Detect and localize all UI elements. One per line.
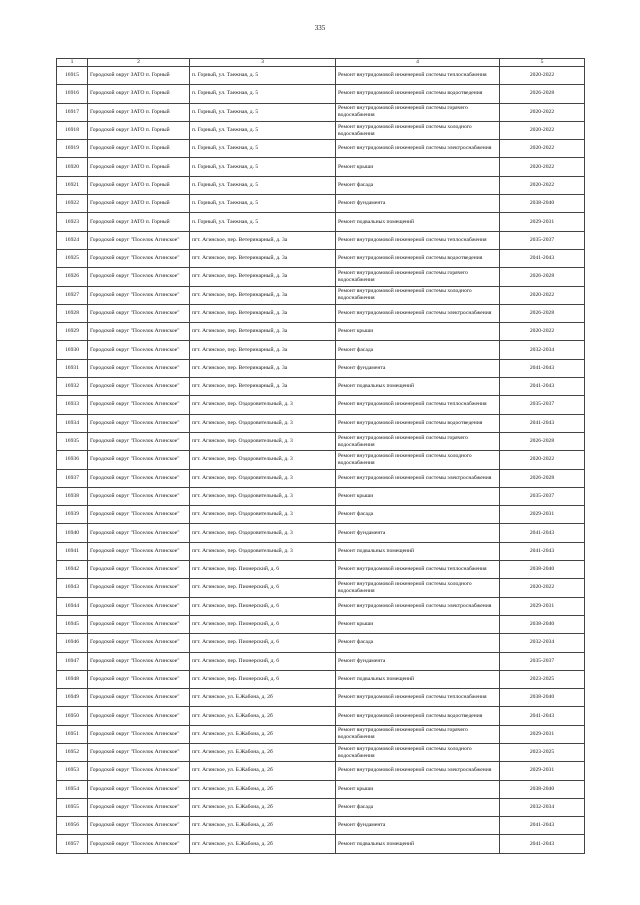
address-cell: пгт. Агинское, ул. Б.Жабона, д. 2б [190, 689, 336, 707]
table-row [57, 506, 585, 524]
work-type-cell: Ремонт внутридомовой инженерной системы теплоснабжения [336, 231, 500, 249]
work-type-cell: Ремонт внутридомовой инженерной системы водоотведения [336, 414, 500, 432]
table-row [57, 707, 585, 725]
table-row [57, 579, 585, 597]
column-number-5: 5 [500, 59, 585, 67]
municipality-cell: Городской округ ЗАТО п. Горный [88, 158, 190, 176]
work-type-cell: Ремонт внутридомовой инженерной системы электроснабжения [336, 762, 500, 780]
period-cell: 2038-2040 [500, 615, 585, 633]
row-number-cell: 16920 [57, 158, 88, 176]
row-number-cell: 16916 [57, 85, 88, 103]
address-cell: п. Горный, ул. Таежная, д. 5 [190, 213, 336, 231]
period-cell: 2026-2028 [500, 469, 585, 487]
municipality-cell: Городской округ "Поселок Агинское" [88, 817, 190, 835]
address-cell: пгт. Агинское, ул. Б.Жабона, д. 2б [190, 725, 336, 743]
table-row [57, 378, 585, 396]
row-number-cell: 16948 [57, 670, 88, 688]
period-cell: 2023-2025 [500, 670, 585, 688]
work-type-cell: Ремонт внутридомовой инженерной системы водоотведения [336, 85, 500, 103]
address-cell: пгт. Агинское, пер. Оздоровительный, д. 3 [190, 542, 336, 560]
address-cell: пгт. Агинское, пер. Ветеринарный, д. 3а [190, 249, 336, 267]
row-number-cell: 16946 [57, 634, 88, 652]
work-type-cell: Ремонт внутридомовой инженерной системы холодного водоснабжения [336, 286, 500, 304]
row-number-cell: 16942 [57, 561, 88, 579]
address-cell: пгт. Агинское, ул. Б.Жабона, д. 2б [190, 762, 336, 780]
row-number-cell: 16924 [57, 231, 88, 249]
municipality-cell: Городской округ "Поселок Агинское" [88, 579, 190, 597]
period-cell: 2038-2040 [500, 689, 585, 707]
table-header [57, 59, 585, 67]
table-row [57, 396, 585, 414]
table-row [57, 140, 585, 158]
period-cell: 2035-2037 [500, 396, 585, 414]
address-cell: пгт. Агинское, пер. Оздоровительный, д. 3 [190, 524, 336, 542]
municipality-cell: Городской округ "Поселок Агинское" [88, 451, 190, 469]
work-type-cell: Ремонт фундамента [336, 817, 500, 835]
address-cell: пгт. Агинское, пер. Ветеринарный, д. 3а [190, 231, 336, 249]
municipality-cell: Городской округ "Поселок Агинское" [88, 268, 190, 286]
work-type-cell: Ремонт внутридомовой инженерной системы электроснабжения [336, 597, 500, 615]
municipality-cell: Городской округ "Поселок Агинское" [88, 506, 190, 524]
period-cell: 2041-2043 [500, 359, 585, 377]
work-type-cell: Ремонт подвальных помещений [336, 213, 500, 231]
table-row [57, 231, 585, 249]
table-row [57, 817, 585, 835]
address-cell: пгт. Агинское, пер. Оздоровительный, д. 3 [190, 469, 336, 487]
column-number-2: 2 [88, 59, 190, 67]
work-type-cell: Ремонт фундамента [336, 652, 500, 670]
address-cell: пгт. Агинское, пер. Оздоровительный, д. 3 [190, 396, 336, 414]
row-number-cell: 16929 [57, 323, 88, 341]
period-cell: 2026-2028 [500, 268, 585, 286]
work-type-cell: Ремонт внутридомовой инженерной системы электроснабжения [336, 140, 500, 158]
table-row [57, 652, 585, 670]
address-cell: пгт. Агинское, пер. Ветеринарный, д. 3а [190, 341, 336, 359]
work-type-cell: Ремонт внутридомовой инженерной системы холодного водоснабжения [336, 579, 500, 597]
row-number-cell: 16939 [57, 506, 88, 524]
work-type-cell: Ремонт внутридомовой инженерной системы водоотведения [336, 249, 500, 267]
municipality-cell: Городской округ "Поселок Агинское" [88, 725, 190, 743]
municipality-cell: Городской округ "Поселок Агинское" [88, 323, 190, 341]
period-cell: 2020-2022 [500, 451, 585, 469]
work-type-cell: Ремонт крыши [336, 487, 500, 505]
municipality-cell: Городской округ ЗАТО п. Горный [88, 67, 190, 85]
row-number-cell: 16956 [57, 817, 88, 835]
address-cell: п. Горный, ул. Таежная, д. 5 [190, 158, 336, 176]
municipality-cell: Городской округ "Поселок Агинское" [88, 487, 190, 505]
municipality-cell: Городской округ "Поселок Агинское" [88, 414, 190, 432]
municipality-cell: Городской округ "Поселок Агинское" [88, 780, 190, 798]
table-row [57, 195, 585, 213]
address-cell: пгт. Агинское, ул. Б.Жабона, д. 2б [190, 743, 336, 761]
municipality-cell: Городской округ "Поселок Агинское" [88, 762, 190, 780]
work-type-cell: Ремонт крыши [336, 323, 500, 341]
work-type-cell: Ремонт внутридомовой инженерной системы электроснабжения [336, 469, 500, 487]
work-type-cell: Ремонт внутридомовой инженерной системы водоотведения [336, 707, 500, 725]
row-number-cell: 16957 [57, 835, 88, 853]
period-cell: 2041-2043 [500, 835, 585, 853]
column-number-1: 1 [57, 59, 88, 67]
municipality-cell: Городской округ "Поселок Агинское" [88, 835, 190, 853]
row-number-cell: 16915 [57, 67, 88, 85]
work-type-cell: Ремонт фундамента [336, 359, 500, 377]
period-cell: 2020-2022 [500, 579, 585, 597]
municipality-cell: Городской округ "Поселок Агинское" [88, 378, 190, 396]
work-type-cell: Ремонт фасада [336, 634, 500, 652]
municipality-cell: Городской округ "Поселок Агинское" [88, 561, 190, 579]
period-cell: 2041-2043 [500, 707, 585, 725]
address-cell: пгт. Агинское, ул. Б.Жабона, д. 2б [190, 835, 336, 853]
table-row [57, 359, 585, 377]
row-number-cell: 16919 [57, 140, 88, 158]
table-row [57, 725, 585, 743]
work-type-cell: Ремонт внутридомовой инженерной системы горячего водоснабжения [336, 268, 500, 286]
municipality-cell: Городской округ "Поселок Агинское" [88, 542, 190, 560]
column-number-4: 4 [336, 59, 500, 67]
municipality-cell: Городской округ "Поселок Агинское" [88, 359, 190, 377]
table-row [57, 524, 585, 542]
address-cell: пгт. Агинское, ул. Б.Жабона, д. 2б [190, 817, 336, 835]
period-cell: 2020-2022 [500, 140, 585, 158]
table-row [57, 634, 585, 652]
table-row [57, 176, 585, 194]
period-cell: 2035-2037 [500, 652, 585, 670]
address-cell: пгт. Агинское, ул. Б.Жабона, д. 2б [190, 780, 336, 798]
municipality-cell: Городской округ "Поселок Агинское" [88, 524, 190, 542]
row-number-cell: 16950 [57, 707, 88, 725]
period-cell: 2041-2043 [500, 249, 585, 267]
period-cell: 2029-2031 [500, 725, 585, 743]
period-cell: 2041-2043 [500, 378, 585, 396]
period-cell: 2032-2034 [500, 341, 585, 359]
period-cell: 2035-2037 [500, 231, 585, 249]
work-type-cell: Ремонт внутридомовой инженерной системы холодного водоснабжения [336, 743, 500, 761]
table-row [57, 213, 585, 231]
municipality-cell: Городской округ ЗАТО п. Горный [88, 140, 190, 158]
table-row [57, 469, 585, 487]
period-cell: 2020-2022 [500, 176, 585, 194]
address-cell: п. Горный, ул. Таежная, д. 5 [190, 67, 336, 85]
municipality-cell: Городской округ "Поселок Агинское" [88, 341, 190, 359]
row-number-cell: 16926 [57, 268, 88, 286]
address-cell: пгт. Агинское, пер. Ветеринарный, д. 3а [190, 304, 336, 322]
row-number-cell: 16933 [57, 396, 88, 414]
table-row [57, 487, 585, 505]
work-type-cell: Ремонт фасада [336, 341, 500, 359]
row-number-cell: 16927 [57, 286, 88, 304]
municipality-cell: Городской округ "Поселок Агинское" [88, 286, 190, 304]
row-number-cell: 16922 [57, 195, 88, 213]
table-row [57, 85, 585, 103]
address-cell: пгт. Агинское, пер. Ветеринарный, д. 3а [190, 359, 336, 377]
table-row [57, 249, 585, 267]
work-type-cell: Ремонт подвальных помещений [336, 378, 500, 396]
repair-schedule-table [56, 58, 585, 854]
address-cell: пгт. Агинское, пер. Ветеринарный, д. 3а [190, 268, 336, 286]
municipality-cell: Городской округ "Поселок Агинское" [88, 707, 190, 725]
table-row [57, 670, 585, 688]
work-type-cell: Ремонт внутридомовой инженерной системы теплоснабжения [336, 689, 500, 707]
table-row [57, 341, 585, 359]
table-row [57, 103, 585, 121]
period-cell: 2020-2022 [500, 323, 585, 341]
row-number-cell: 16917 [57, 103, 88, 121]
work-type-cell: Ремонт внутридомовой инженерной системы электроснабжения [336, 304, 500, 322]
municipality-cell: Городской округ ЗАТО п. Горный [88, 195, 190, 213]
municipality-cell: Городской округ "Поселок Агинское" [88, 469, 190, 487]
row-number-cell: 16934 [57, 414, 88, 432]
work-type-cell: Ремонт внутридомовой инженерной системы горячего водоснабжения [336, 725, 500, 743]
table-row [57, 798, 585, 816]
work-type-cell: Ремонт фасада [336, 176, 500, 194]
work-type-cell: Ремонт внутридомовой инженерной системы холодного водоснабжения [336, 121, 500, 139]
table-row [57, 561, 585, 579]
municipality-cell: Городской округ "Поселок Агинское" [88, 689, 190, 707]
work-type-cell: Ремонт подвальных помещений [336, 670, 500, 688]
address-cell: п. Горный, ул. Таежная, д. 5 [190, 85, 336, 103]
period-cell: 2038-2040 [500, 561, 585, 579]
row-number-cell: 16940 [57, 524, 88, 542]
address-cell: пгт. Агинское, пер. Пионерский, д. 6 [190, 579, 336, 597]
period-cell: 2038-2040 [500, 195, 585, 213]
work-type-cell: Ремонт фундамента [336, 524, 500, 542]
row-number-cell: 16945 [57, 615, 88, 633]
address-cell: пгт. Агинское, пер. Пионерский, д. 6 [190, 615, 336, 633]
period-cell: 2032-2034 [500, 798, 585, 816]
work-type-cell: Ремонт внутридомовой инженерной системы горячего водоснабжения [336, 103, 500, 121]
row-number-cell: 16941 [57, 542, 88, 560]
table-row [57, 304, 585, 322]
address-cell: пгт. Агинское, ул. Б.Жабона, д. 2б [190, 798, 336, 816]
address-cell: пгт. Агинское, пер. Ветеринарный, д. 3а [190, 323, 336, 341]
table-row [57, 158, 585, 176]
period-cell: 2041-2043 [500, 817, 585, 835]
municipality-cell: Городской округ "Поселок Агинское" [88, 432, 190, 450]
column-number-3: 3 [190, 59, 336, 67]
row-number-cell: 16953 [57, 762, 88, 780]
address-cell: пгт. Агинское, пер. Пионерский, д. 6 [190, 670, 336, 688]
row-number-cell: 16918 [57, 121, 88, 139]
address-cell: пгт. Агинское, пер. Оздоровительный, д. 3 [190, 432, 336, 450]
address-cell: пгт. Агинское, ул. Б.Жабона, д. 2б [190, 707, 336, 725]
table-row [57, 414, 585, 432]
address-cell: п. Горный, ул. Таежная, д. 5 [190, 121, 336, 139]
row-number-cell: 16949 [57, 689, 88, 707]
period-cell: 2026-2028 [500, 85, 585, 103]
row-number-cell: 16954 [57, 780, 88, 798]
table-row [57, 121, 585, 139]
municipality-cell: Городской округ "Поселок Агинское" [88, 597, 190, 615]
municipality-cell: Городской округ "Поселок Агинское" [88, 798, 190, 816]
period-cell: 2032-2034 [500, 634, 585, 652]
address-cell: п. Горный, ул. Таежная, д. 5 [190, 140, 336, 158]
work-type-cell: Ремонт внутридомовой инженерной системы холодного водоснабжения [336, 451, 500, 469]
table-row [57, 432, 585, 450]
table-row [57, 451, 585, 469]
work-type-cell: Ремонт крыши [336, 158, 500, 176]
period-cell: 2020-2022 [500, 121, 585, 139]
table-row [57, 67, 585, 85]
row-number-cell: 16944 [57, 597, 88, 615]
table-row [57, 762, 585, 780]
work-type-cell: Ремонт крыши [336, 780, 500, 798]
table-row [57, 743, 585, 761]
municipality-cell: Городской округ "Поселок Агинское" [88, 396, 190, 414]
table-row [57, 615, 585, 633]
row-number-cell: 16943 [57, 579, 88, 597]
period-cell: 2029-2031 [500, 213, 585, 231]
table-row [57, 780, 585, 798]
address-cell: п. Горный, ул. Таежная, д. 5 [190, 195, 336, 213]
address-cell: пгт. Агинское, пер. Ветеринарный, д. 3а [190, 378, 336, 396]
period-cell: 2020-2022 [500, 103, 585, 121]
table-row [57, 835, 585, 853]
work-type-cell: Ремонт подвальных помещений [336, 542, 500, 560]
municipality-cell: Городской округ ЗАТО п. Горный [88, 176, 190, 194]
table-row [57, 689, 585, 707]
address-cell: пгт. Агинское, пер. Пионерский, д. 6 [190, 597, 336, 615]
table-row [57, 268, 585, 286]
municipality-cell: Городской округ "Поселок Агинское" [88, 670, 190, 688]
period-cell: 2020-2022 [500, 67, 585, 85]
row-number-cell: 16936 [57, 451, 88, 469]
period-cell: 2026-2028 [500, 304, 585, 322]
row-number-cell: 16923 [57, 213, 88, 231]
row-number-cell: 16937 [57, 469, 88, 487]
period-cell: 2035-2037 [500, 487, 585, 505]
address-cell: п. Горный, ул. Таежная, д. 5 [190, 176, 336, 194]
table-body [57, 67, 585, 854]
work-type-cell: Ремонт крыши [336, 615, 500, 633]
period-cell: 2041-2043 [500, 414, 585, 432]
municipality-cell: Городской округ "Поселок Агинское" [88, 743, 190, 761]
row-number-cell: 16930 [57, 341, 88, 359]
work-type-cell: Ремонт фасада [336, 506, 500, 524]
work-type-cell: Ремонт внутридомовой инженерной системы горячего водоснабжения [336, 432, 500, 450]
municipality-cell: Городской округ "Поселок Агинское" [88, 634, 190, 652]
work-type-cell: Ремонт внутридомовой инженерной системы теплоснабжения [336, 67, 500, 85]
period-cell: 2029-2031 [500, 506, 585, 524]
period-cell: 2041-2043 [500, 542, 585, 560]
period-cell: 2023-2025 [500, 743, 585, 761]
municipality-cell: Городской округ "Поселок Агинское" [88, 304, 190, 322]
municipality-cell: Городской округ "Поселок Агинское" [88, 249, 190, 267]
row-number-cell: 16935 [57, 432, 88, 450]
row-number-cell: 16921 [57, 176, 88, 194]
period-cell: 2029-2031 [500, 762, 585, 780]
work-type-cell: Ремонт фундамента [336, 195, 500, 213]
work-type-cell: Ремонт внутридомовой инженерной системы теплоснабжения [336, 561, 500, 579]
address-cell: пгт. Агинское, пер. Оздоровительный, д. 3 [190, 451, 336, 469]
row-number-cell: 16952 [57, 743, 88, 761]
period-cell: 2029-2031 [500, 597, 585, 615]
table-row [57, 597, 585, 615]
municipality-cell: Городской округ "Поселок Агинское" [88, 231, 190, 249]
period-cell: 2041-2043 [500, 524, 585, 542]
row-number-cell: 16925 [57, 249, 88, 267]
work-type-cell: Ремонт подвальных помещений [336, 835, 500, 853]
period-cell: 2020-2022 [500, 286, 585, 304]
row-number-cell: 16932 [57, 378, 88, 396]
address-cell: пгт. Агинское, пер. Оздоровительный, д. 3 [190, 414, 336, 432]
row-number-cell: 16951 [57, 725, 88, 743]
row-number-cell: 16938 [57, 487, 88, 505]
address-cell: пгт. Агинское, пер. Оздоровительный, д. 3 [190, 506, 336, 524]
municipality-cell: Городской округ ЗАТО п. Горный [88, 103, 190, 121]
address-cell: пгт. Агинское, пер. Ветеринарный, д. 3а [190, 286, 336, 304]
page-number: 335 [314, 24, 326, 32]
period-cell: 2026-2028 [500, 432, 585, 450]
row-number-cell: 16931 [57, 359, 88, 377]
header-row [57, 59, 585, 67]
row-number-cell: 16955 [57, 798, 88, 816]
work-type-cell: Ремонт внутридомовой инженерной системы теплоснабжения [336, 396, 500, 414]
table-row [57, 542, 585, 560]
row-number-cell: 16947 [57, 652, 88, 670]
period-cell: 2020-2022 [500, 158, 585, 176]
municipality-cell: Городской округ ЗАТО п. Горный [88, 121, 190, 139]
municipality-cell: Городской округ "Поселок Агинское" [88, 652, 190, 670]
address-cell: пгт. Агинское, пер. Пионерский, д. 6 [190, 652, 336, 670]
table-row [57, 323, 585, 341]
period-cell: 2038-2040 [500, 780, 585, 798]
work-type-cell: Ремонт фасада [336, 798, 500, 816]
municipality-cell: Городской округ "Поселок Агинское" [88, 615, 190, 633]
address-cell: п. Горный, ул. Таежная, д. 5 [190, 103, 336, 121]
municipality-cell: Городской округ ЗАТО п. Горный [88, 85, 190, 103]
row-number-cell: 16928 [57, 304, 88, 322]
address-cell: пгт. Агинское, пер. Пионерский, д. 6 [190, 634, 336, 652]
address-cell: пгт. Агинское, пер. Оздоровительный, д. 3 [190, 487, 336, 505]
address-cell: пгт. Агинское, пер. Пионерский, д. 6 [190, 561, 336, 579]
municipality-cell: Городской округ ЗАТО п. Горный [88, 213, 190, 231]
table-row [57, 286, 585, 304]
